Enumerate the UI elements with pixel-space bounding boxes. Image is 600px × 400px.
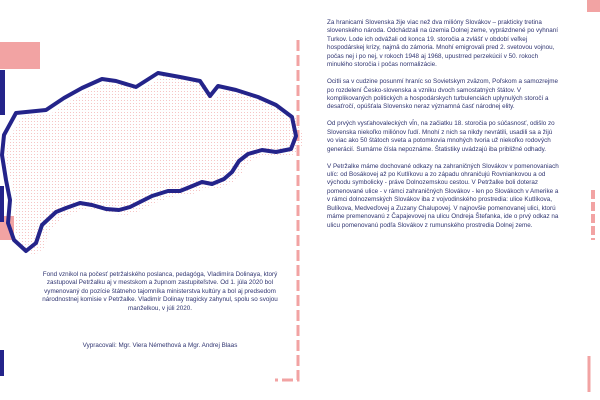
paragraph: Ocitli sa v cudzine posunmí hraníc so Sovietskym zväzom, Poľskom a samozrejme po rozdelení Česko-slovenska a vzniku dvoch samostatných štátov. V komplikovaných politických a hospodárskych turbulenciách uplynulých storočí a desaťročí, opúšťala Slovensko neraz významná časť národnej elity. xyxy=(327,78,559,111)
paragraph: Od prvých vysťahovaleckých vĺn, na začiatku 18. storočia po súčasnosť, odišlo zo Slovenska niekoľko miliónov ľudí. Mnohí z nich sa nikdy nevrátili, usadili sa a žijú vo viac ako 50 štátoch sveta a potomkovia mnohých tvoria už niekoľko rodových generácií. Sumárne čísla nepoznáme. Štatistiky uvádzajú iba približné odhady. xyxy=(327,120,555,153)
edge-mark-top xyxy=(0,70,5,115)
edge-mark-middle xyxy=(0,186,4,222)
article-text xyxy=(327,19,559,239)
edge-mark-bottom xyxy=(0,350,4,376)
credits-line: Vypracovali: Mgr. Viera Némethová a Mgr. Andrej Blaas xyxy=(82,342,238,349)
corner-accent xyxy=(587,0,600,12)
map-dot-shadow xyxy=(6,76,304,256)
accent-block-top xyxy=(0,42,40,69)
dashed-connector xyxy=(275,40,298,380)
paragraph: Za hranicami Slovenska žije viac než dva milióny Slovákov – prakticky tretina slovenského národa. Odchádzali na územia Dolnej zeme, vyprázdnené po vyhnaní Turkov. Lode ich odvážali od konca 19. storočia a zvlášť v období veľkej hospodárskej krízy, najmä do zámoria. Mnohí emigrovali pred 2. svetovou vojnou, počas nej i po nej, v rokoch 1948 aj 1968, upustrred perzekúcií v 50. rokoch minulého storočia i počas normalizácie. xyxy=(327,19,559,69)
fund-note: Fond vznikol na počesť petržalského poslanca, pedagóga, Vladimíra Dolinaya, ktorý zastupoval Petržalku aj v mestskom a župnom zastupiteľstve. Od 1. júla 2020 bol vymenovaný do pozície štátneho tajomníka ministerstva kultúry a bol aj predsedom národnostnej komisie v Petržalke. Vladimír Dolinay tragicky zahynul, spolu so svojou manželkou, v júli 2020. xyxy=(42,271,278,312)
paragraph: V Petržalke máme dochované odkazy na zahraničných Slovákov v pomenovaniach ulíc: od Bosákovej až po Kutlíkovu a zo západu ohraničujú Rovniankovou a od východu symbolicky - práve Dolnozemskou cestou. V Petržalke boli doteraz pomenované ulice - v rámci zahraničných Slovákov - len po Slovákoch v Amerike a v rámci dolnozemských Slovákov iba z vojvodinského prostredia: ulice Kutlíkova, Bulíkova, Medveďovej a Zuzany Chalupovej. V najnovšie pomenovanej ulici, ktorú máme premenovanú z Čapajevovej na ulicu Ondreja Štefanka, ide o prvý odkaz na ulicu pomenovanú podľa Slovákov z rumunského prostredia Dolnej zeme. xyxy=(327,162,559,229)
